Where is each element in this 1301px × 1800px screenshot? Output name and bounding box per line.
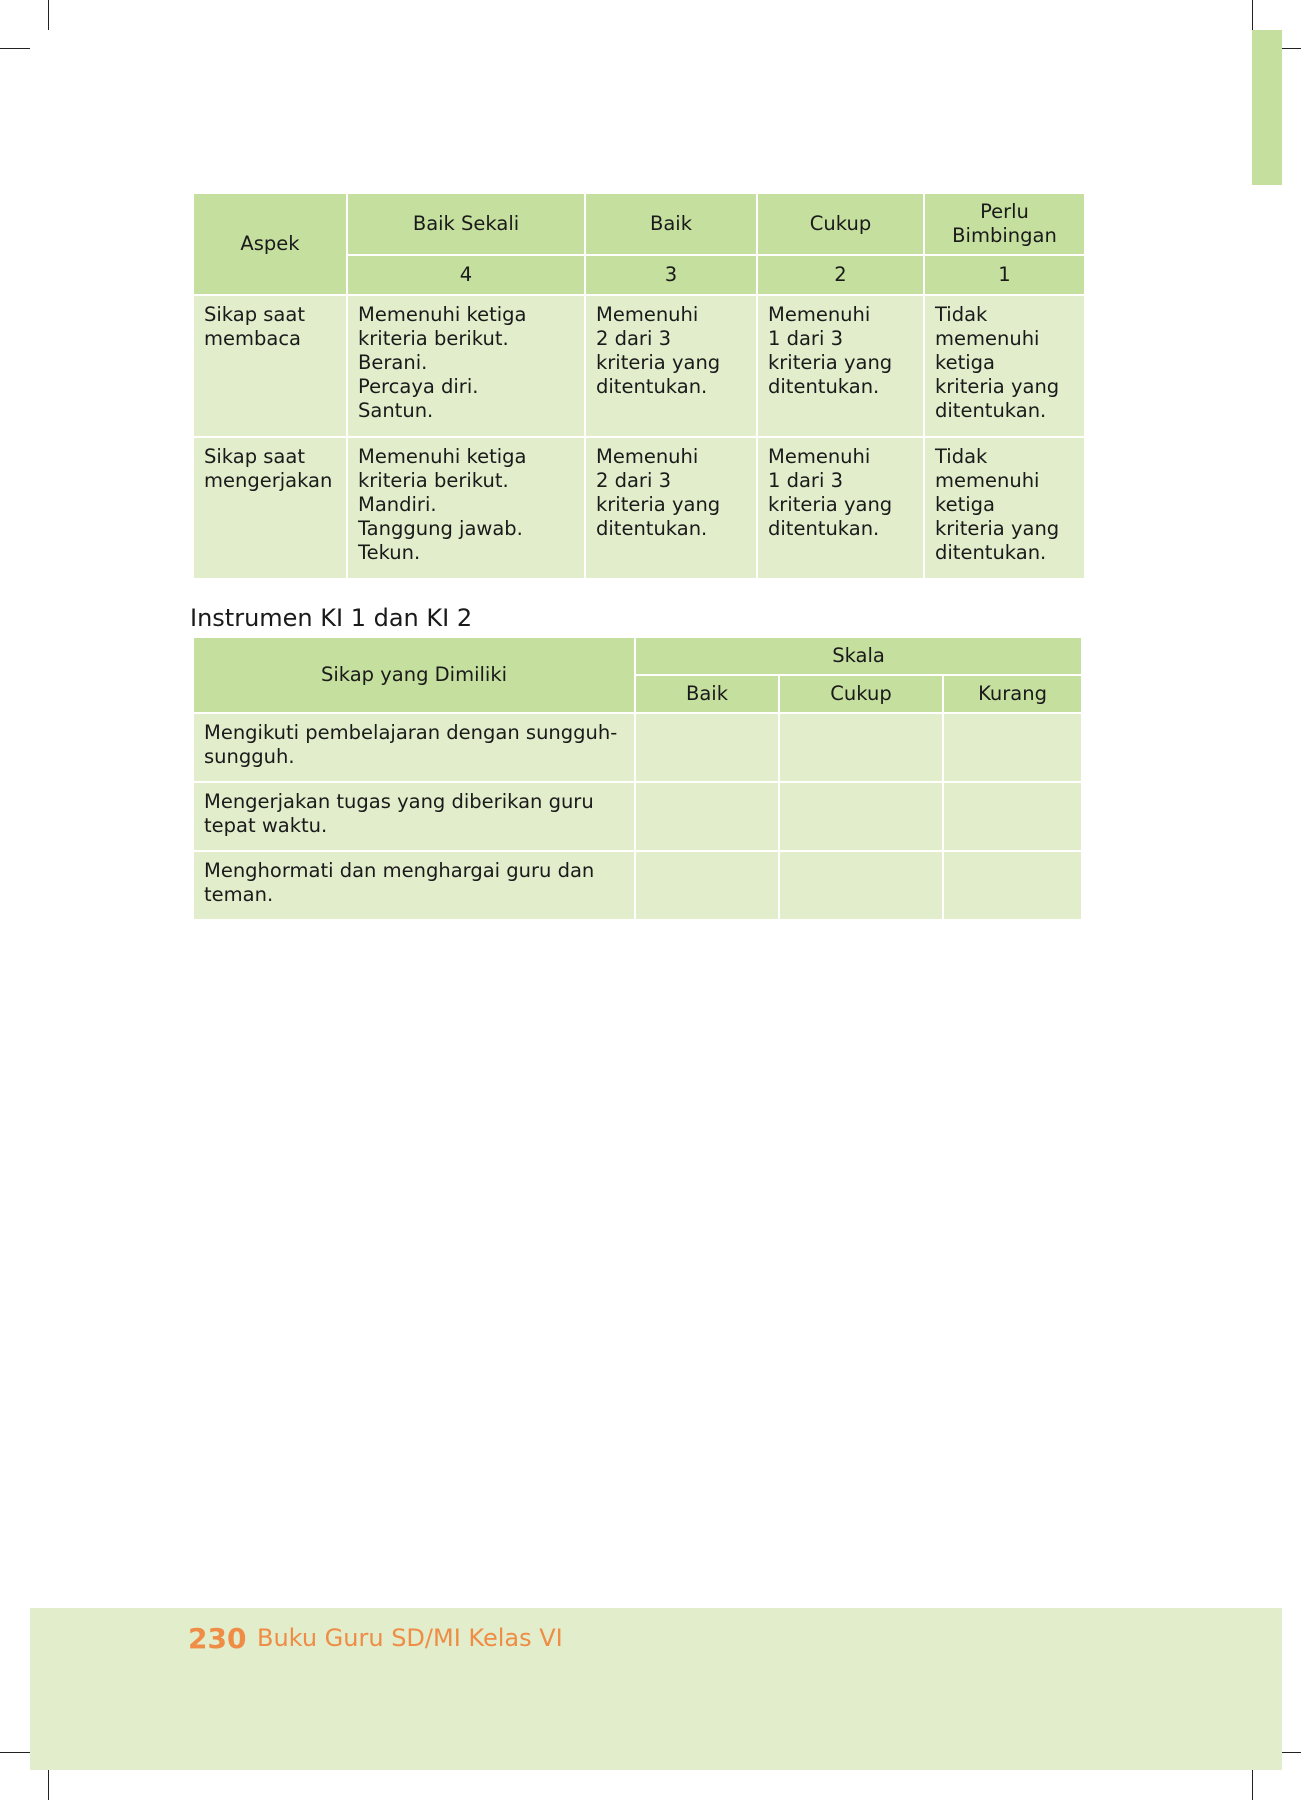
cell-line: Tekun. xyxy=(358,541,421,564)
crop-mark xyxy=(48,1770,49,1800)
cell-line: ditentukan. xyxy=(596,517,708,540)
cell-line: kriteria yang xyxy=(596,493,721,516)
cell-line: Memenuhi ketiga xyxy=(358,445,527,468)
header-scale-baik: Baik xyxy=(635,675,779,713)
scale-cell-baik xyxy=(635,851,779,920)
header-baik: Baik xyxy=(585,193,757,255)
footer-book-title: Buku Guru SD/MI Kelas VI xyxy=(257,1624,563,1652)
crop-mark xyxy=(0,48,30,49)
scale-cell-baik xyxy=(635,713,779,782)
scale-cell-cukup xyxy=(779,782,943,851)
cell-line: Percaya diri. xyxy=(358,375,479,398)
cell-line: ditentukan. xyxy=(768,517,880,540)
cell-line: kriteria berikut. xyxy=(358,469,509,492)
scale-cell-kurang xyxy=(943,782,1082,851)
cell-line: 1 dari 3 xyxy=(768,469,843,492)
score-2: 2 xyxy=(757,255,924,295)
baik-sekali-cell xyxy=(347,295,585,437)
score-4: 4 xyxy=(347,255,585,295)
table-row xyxy=(193,713,1082,782)
cell-line: Tidak xyxy=(935,445,988,468)
aspect-cell: Sikap saat membaca xyxy=(193,295,347,437)
sikap-cell: Mengerjakan tugas yang diberikan guru tepat waktu. xyxy=(193,782,635,851)
table-row xyxy=(193,782,1082,851)
cell-line: ditentukan. xyxy=(768,375,880,398)
header-baik-sekali: Baik Sekali xyxy=(347,193,585,255)
cell-line: Santun. xyxy=(358,399,434,422)
header-sikap: Sikap yang Dimiliki xyxy=(193,637,635,713)
cell-line: Memenuhi xyxy=(596,445,699,468)
header-aspek: Aspek xyxy=(193,193,347,295)
scale-cell-baik xyxy=(635,782,779,851)
cell-line: kriteria yang xyxy=(935,517,1060,540)
cukup-cell xyxy=(757,437,924,579)
table-row xyxy=(193,295,1085,437)
cell-line: ditentukan. xyxy=(935,541,1047,564)
scale-cell-cukup xyxy=(779,851,943,920)
score-3: 3 xyxy=(585,255,757,295)
header-scale-cukup: Cukup xyxy=(779,675,943,713)
sikap-cell: Menghormati dan menghargai guru dan teman. xyxy=(193,851,635,920)
cell-line: Berani. xyxy=(358,351,428,374)
scale-cell-kurang xyxy=(943,713,1082,782)
scale-cell-kurang xyxy=(943,851,1082,920)
cell-line: Memenuhi xyxy=(768,445,871,468)
section-title: Instrumen KI 1 dan KI 2 xyxy=(190,604,473,632)
rubric-table xyxy=(192,192,1086,580)
table-row xyxy=(193,851,1082,920)
cell-line: kriteria berikut. xyxy=(358,327,509,350)
cell-line: ketiga xyxy=(935,493,995,516)
crop-mark xyxy=(48,0,49,30)
perlu-bimbingan-cell xyxy=(924,295,1085,437)
page-number: 230 xyxy=(188,1622,247,1655)
cell-line: 2 dari 3 xyxy=(596,327,671,350)
chapter-tab xyxy=(1252,30,1282,185)
cell-line: ditentukan. xyxy=(935,399,1047,422)
cell-line: memenuhi xyxy=(935,327,1040,350)
aspect-cell: Sikap saat mengerjakan xyxy=(193,437,347,579)
crop-mark xyxy=(1252,1770,1253,1800)
header-scale-kurang: Kurang xyxy=(943,675,1082,713)
cell-line: kriteria yang xyxy=(768,493,893,516)
cell-line: kriteria yang xyxy=(596,351,721,374)
cell-line: kriteria yang xyxy=(935,375,1060,398)
cell-line: kriteria yang xyxy=(768,351,893,374)
instrument-table xyxy=(192,636,1083,921)
cukup-cell xyxy=(757,295,924,437)
cell-line: 2 dari 3 xyxy=(596,469,671,492)
scale-cell-cukup xyxy=(779,713,943,782)
cell-line: Mandiri. xyxy=(358,493,437,516)
header-skala: Skala xyxy=(635,637,1082,675)
baik-cell xyxy=(585,437,757,579)
cell-line: Tanggung jawab. xyxy=(358,517,523,540)
cell-line: Memenuhi xyxy=(768,303,871,326)
table-row xyxy=(193,437,1085,579)
cell-line: ditentukan. xyxy=(596,375,708,398)
crop-mark xyxy=(0,1752,30,1753)
header-cukup: Cukup xyxy=(757,193,924,255)
baik-sekali-cell xyxy=(347,437,585,579)
header-perlu-bimbingan: Perlu Bimbingan xyxy=(924,193,1085,255)
score-1: 1 xyxy=(924,255,1085,295)
cell-line: Tidak xyxy=(935,303,988,326)
cell-line: memenuhi xyxy=(935,469,1040,492)
cell-line: 1 dari 3 xyxy=(768,327,843,350)
perlu-bimbingan-cell xyxy=(924,437,1085,579)
crop-mark xyxy=(1252,0,1253,30)
cell-line: ketiga xyxy=(935,351,995,374)
cell-line: Memenuhi ketiga xyxy=(358,303,527,326)
baik-cell xyxy=(585,295,757,437)
cell-line: Memenuhi xyxy=(596,303,699,326)
sikap-cell: Mengikuti pembelajaran dengan sungguh-sungguh. xyxy=(193,713,635,782)
